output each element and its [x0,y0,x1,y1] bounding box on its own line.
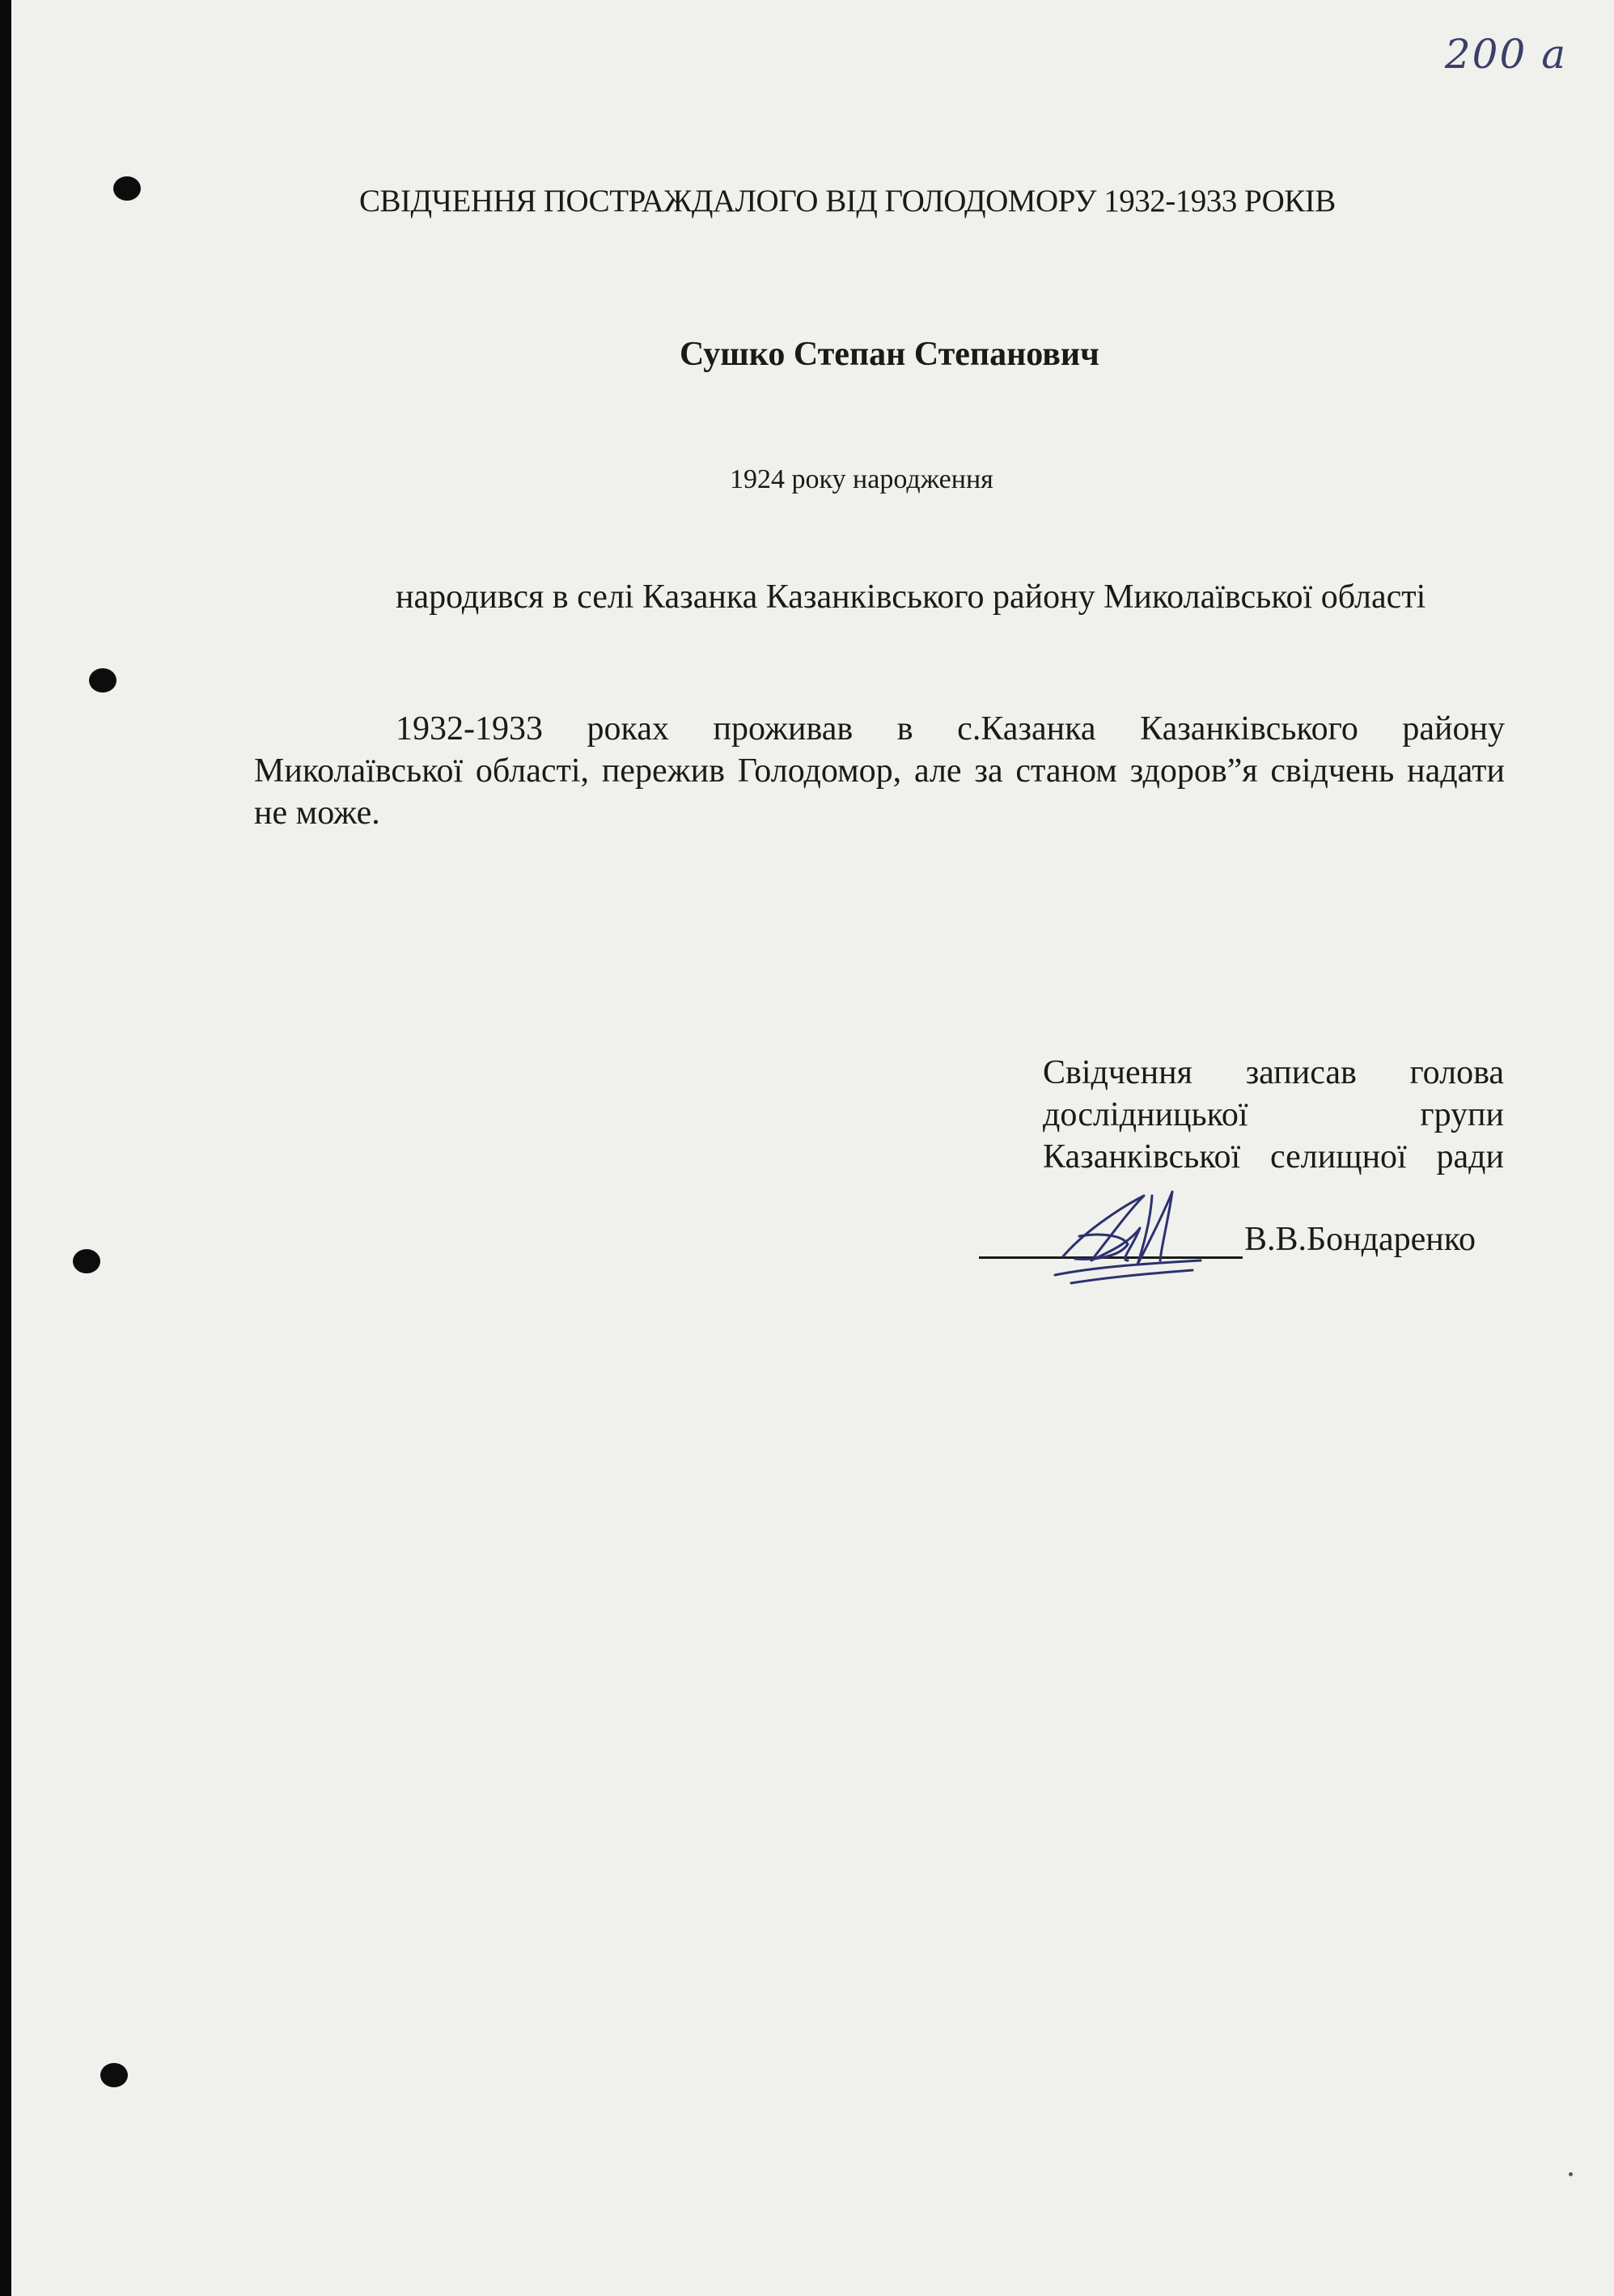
punch-hole [73,1249,100,1273]
recorder-block [1043,1052,1504,1178]
recorder-line-2: дослідницької групи [1043,1096,1504,1133]
paragraph-birthplace: народився в селі Казанка Казанківського району Миколаївської області [396,578,1426,616]
signature-icon [1031,1180,1233,1293]
witness-name: Сушко Степан Степанович [680,336,1099,373]
recorder-line-1: Свідчення записав голова [1043,1054,1504,1091]
document-title: СВІДЧЕННЯ ПОСТРАЖДАЛОГО ВІД ГОЛОДОМОРУ 1932-1933 РОКІВ [359,184,1336,218]
paper-speck [1569,2172,1573,2176]
punch-hole [89,668,116,693]
paragraph-testimony: 1932-1933 роках проживав в с.Казанка Казанківського району Миколаївської області, пережив Голодомор, але за станом здоров”я свідчень надати не може. [254,710,1505,832]
birth-year: 1924 року народження [730,464,993,494]
archive-number: 200 a [1444,31,1567,78]
signatory-name: В.В.Бондаренко [1244,1221,1476,1258]
document-page [11,0,1614,2296]
punch-hole [100,2063,128,2087]
punch-hole [113,176,141,201]
recorder-line-3: Казанківської селищної ради [1043,1138,1504,1176]
